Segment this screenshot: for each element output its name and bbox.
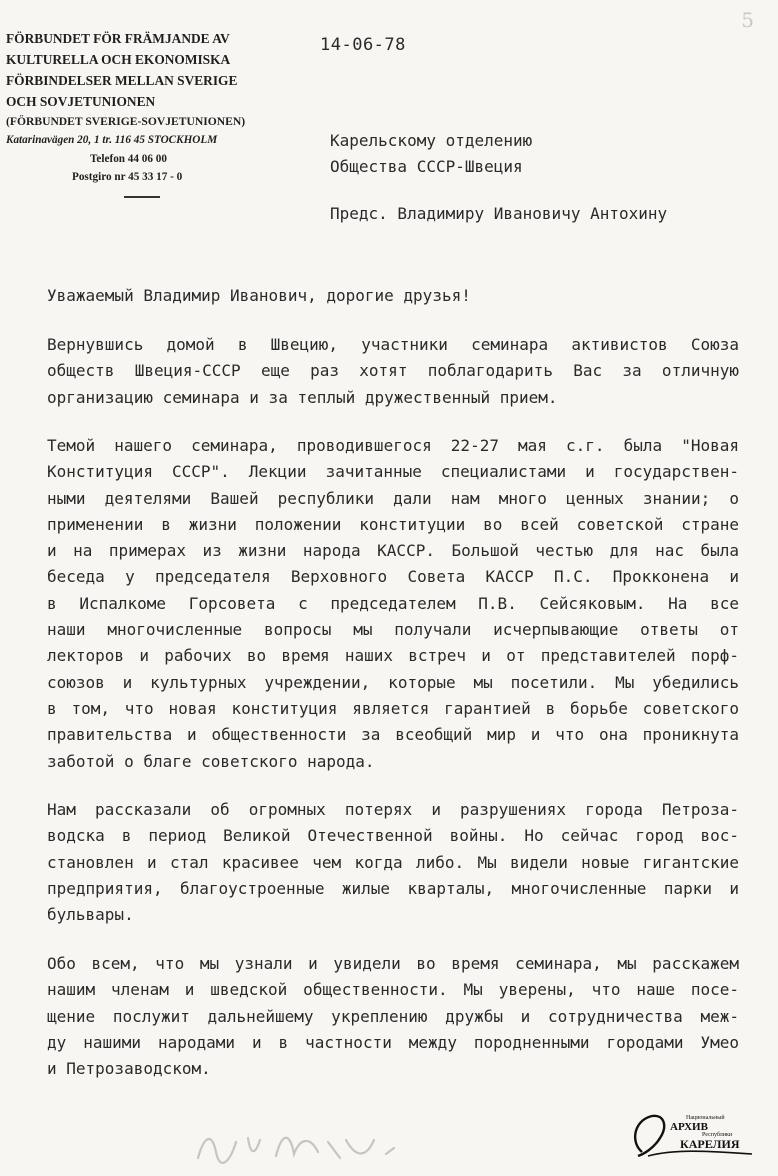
letter-date: 14-06-78 [320,35,406,55]
paragraph-line: наши многочисленные вопросы мы получали исчерпывающие ответы от [47,620,739,640]
paragraph-line: щение послужит дальнейшему укреплению дружбы и сотрудничества меж- [47,1006,739,1026]
letterhead-rule [124,196,160,198]
body-paragraph [47,332,739,411]
paragraph-line: Темой нашего семинара, проводившегося 22-27 мая с.г. была "Новая [47,436,739,455]
recipient-line: Общества СССР-Швеция [330,157,523,176]
paragraph-line: обществ Швеция-СССР еще раз хотят поблагодарить Вас за отличную [47,361,739,381]
paragraph-line: Обо всем, что мы узнали и увидели во время семинара, мы расскажем [47,954,739,973]
paragraph-line: и на примерах из жизни народа КАССР. Большой честью для нас была [47,541,739,561]
body-paragraph [47,797,739,928]
stamp-top-text: Национальный [686,1115,725,1121]
letterhead-line: KULTURELLA OCH EKONOMISKA [6,52,231,67]
stamp-name-text: КАРЕЛИЯ [680,1137,740,1151]
paragraph-line: Конституция СССР". Лекции зачитанные специалистами и государствен- [47,462,739,482]
handwritten-note [190,1118,420,1172]
paragraph-line: бульвары. [47,905,134,925]
paragraph-line: ду нашими народами и в частности между породненными городами Умео [47,1032,739,1052]
paragraph-line: в том, что новая конституция является гарантией в борьбе советского [47,698,739,718]
recipient-chair: Предс. Владимиру Ивановичу Антохину [330,204,668,223]
recipient [330,128,532,180]
letterhead [6,28,274,198]
paragraph-line: правительства и общественности за всеобщий мир и что она проникнута [47,725,739,745]
archive-stamp [628,1108,754,1160]
paragraph-line: Нам рассказали об огромных потерях и разрушениях города Петроза- [47,800,739,819]
letterhead-postgiro: Postgiro nr 45 33 17 - 0 [72,171,183,183]
body-paragraph [47,951,739,1082]
page-number-mark: 5 [741,8,754,32]
letterhead-address: Katarinavägen 20, 1 tr. 116 45 STOCKHOLM [6,134,218,146]
stamp-republic-text: Республики [702,1132,733,1138]
letterhead-phone: Telefon 44 06 00 [90,153,167,165]
salutation: Уважаемый Владимир Иванович, дорогие друзья! [47,286,471,305]
paragraph-line: становлен и стал красивее чем когда либо. Мы видели новые гигантские [47,852,739,872]
paragraph-line: лекторов и рабочих во время наших встреч и от представителей порф- [47,646,739,666]
letterhead-line: FÖRBINDELSER MELLAN SVERIGE [6,73,238,88]
letterhead-short-name: (FÖRBUNDET SVERIGE-SOVJETUNIONEN) [6,115,246,128]
paragraph-line: союзов и культурных учреждении, которые мы посетили. Мы убедились [47,672,739,692]
letterhead-line: FÖRBUNDET FÖR FRÄMJANDE AV [6,31,230,46]
paragraph-line: и Петрозаводском. [47,1059,211,1079]
paragraph-line: в Испалкоме Горсовета с председателем П.В. Сейсяковым. На все [47,593,739,613]
paragraph-line: беседа у председателя Верховного Совета КАССР П.С. Прокконена и [47,567,739,587]
paragraph-line: организацию семинара и за теплый дружественный прием. [47,387,558,407]
paragraph-line: нашим членам и шведской общественности. Мы уверены, что наше посе- [47,980,739,1000]
stamp-archive-text: АРХИВ [670,1121,708,1133]
paragraph-line: ными деятелями Вашей республики дали нам много ценных знании; о [47,488,739,508]
paragraph-line: предприятия, благоустроенные жилые кварталы, многочисленные парки и [47,878,739,898]
paragraph-line: заботой о благе советского народа. [47,751,375,771]
paragraph-line: Вернувшись домой в Швецию, участники семинара активистов Союза [47,335,739,354]
paragraph-line: применении в жизни положении конституции во всей советской стране [47,514,739,534]
recipient-line: Карельскому отделению [330,131,533,150]
body-paragraph [47,433,739,775]
paragraph-line: водска в период Великой Отечественной войны. Но сейчас город вос- [47,826,739,846]
letterhead-line: OCH SOVJETUNIONEN [6,94,156,109]
